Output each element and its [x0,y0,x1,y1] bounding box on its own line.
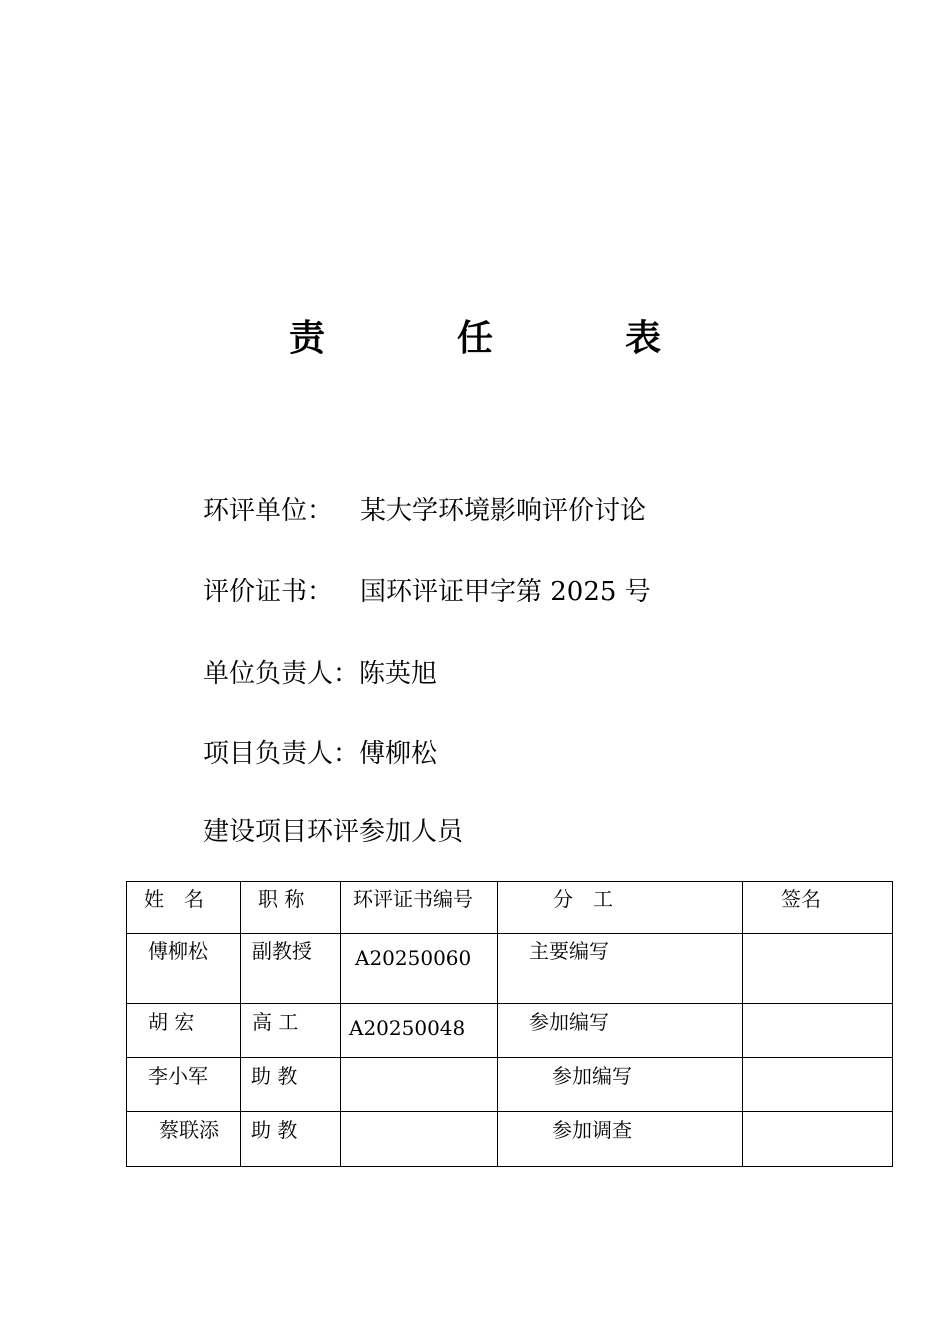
header-cell-name: 姓 名 [127,882,241,934]
table-row [127,1112,893,1167]
cell-role: 参加调查 [498,1112,743,1167]
cell-cert-no: A20250060 [341,934,498,1004]
cell-signature [743,934,893,1004]
certificate-label: 评价证书： [203,577,334,607]
cell-cert-no [341,1058,498,1112]
cell-title: 副教授 [241,934,341,1004]
document-title: 责 任 表 [288,317,709,359]
cell-name: 傅柳松 [127,934,241,1004]
project-head-label: 项目负责人： [203,739,360,769]
certificate-value: 国环评证甲字第 2025 号 [360,577,651,607]
unit-head-value: 陈英旭 [359,659,438,689]
cell-name: 胡 宏 [127,1004,241,1058]
project-head-line [203,733,437,770]
cell-signature [743,1112,893,1167]
cell-role: 参加编写 [498,1004,743,1058]
unit-head-label: 单位负责人： [203,659,360,689]
cell-title: 助 教 [241,1112,341,1167]
staff-table [126,881,893,1167]
cell-title: 助 教 [241,1058,341,1112]
cell-cert-no: A20250048 [341,1004,498,1058]
header-cell-title: 职 称 [241,882,341,934]
assessment-unit-value: 某大学环境影响评价讨论 [360,496,647,526]
unit-head-line [203,653,437,690]
certificate-line [203,571,651,608]
assessment-unit-label: 环评单位： [203,496,334,526]
header-cell-signature: 签名 [743,882,893,934]
table-row [127,934,893,1004]
cell-cert-no [341,1112,498,1167]
cell-name: 李小军 [127,1058,241,1112]
cell-role: 主要编写 [498,934,743,1004]
table-row [127,1004,893,1058]
project-head-value: 傅柳松 [359,739,438,769]
cell-title: 高 工 [241,1004,341,1058]
assessment-unit-line [203,490,646,527]
header-cell-cert: 环评证书编号 [341,882,498,934]
cell-name: 蔡联添 [127,1112,241,1167]
table-header-row [127,882,893,934]
cell-signature [743,1058,893,1112]
table-row [127,1058,893,1112]
members-heading: 建设项目环评参加人员 [203,817,464,847]
cell-signature [743,1004,893,1058]
cell-role: 参加编写 [498,1058,743,1112]
header-cell-role: 分 工 [498,882,743,934]
